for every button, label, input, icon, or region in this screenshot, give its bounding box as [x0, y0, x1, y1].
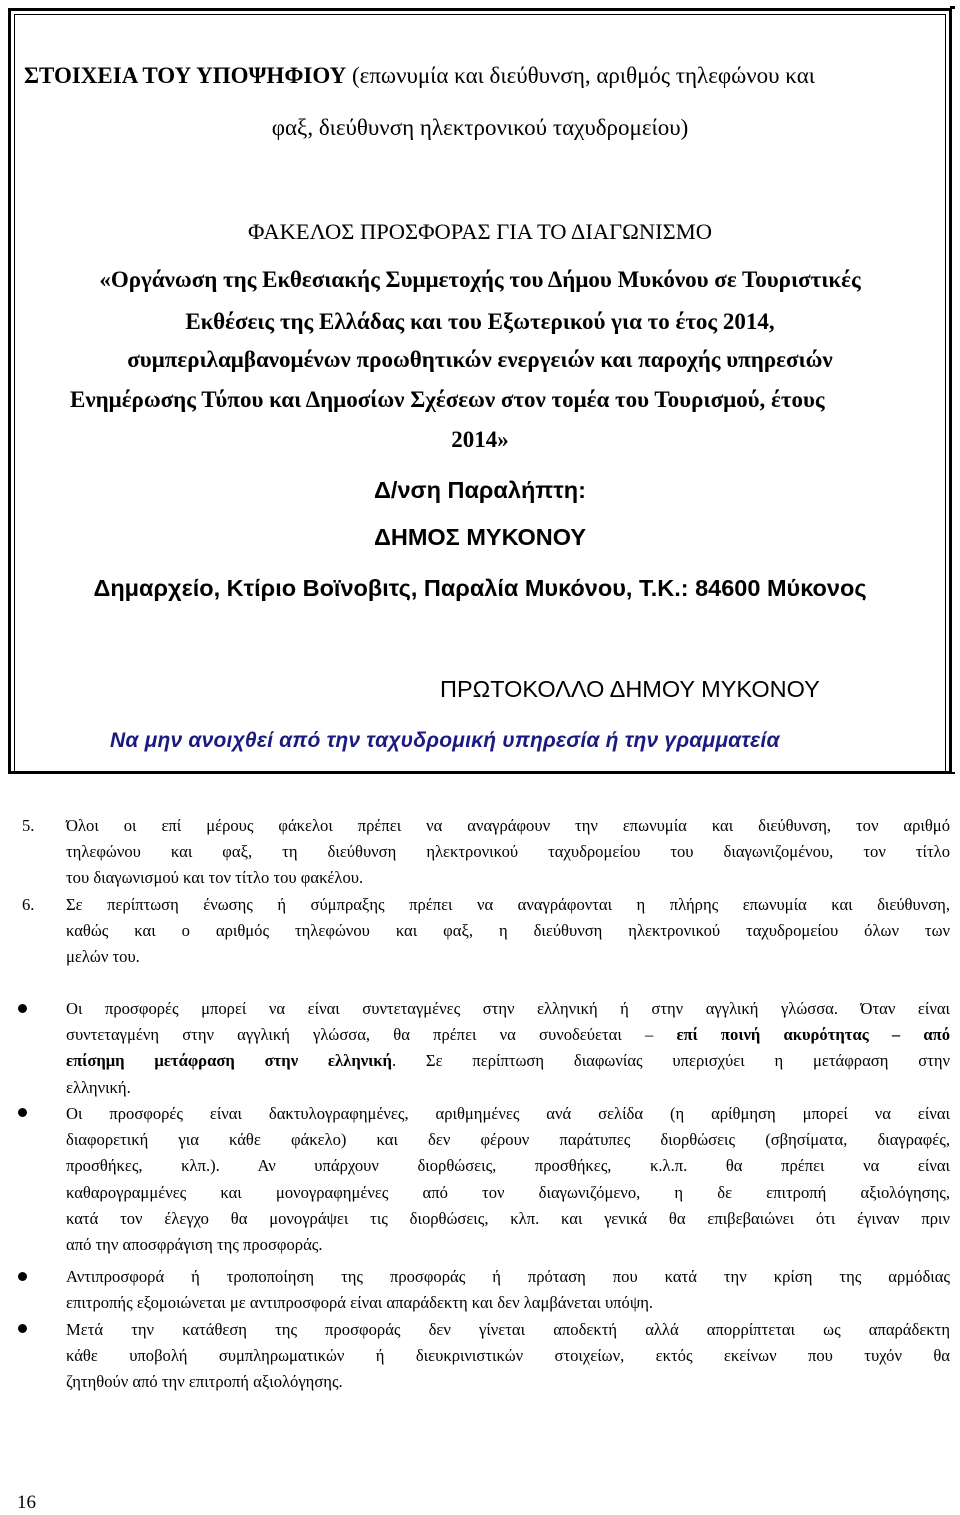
text-line: καθαρογραμμένες και μονογραφημένες από τον διαγωνιζόμενο, η δε επιτροπή αξιολόγησης,	[66, 1182, 950, 1202]
text-line: επιτροπής εξομοιώνεται με αντιπροσφορά είναι απαράδεκτη και δεν λαμβάνεται υπόψη.	[66, 1293, 654, 1313]
page-number: 16	[17, 1492, 36, 1513]
text-line: Οι προσφορές μπορεί να είναι συντεταγμένες στην ελληνική ή στην αγγλική γλώσσα. Όταν είναι	[66, 999, 950, 1018]
text-line: κάθε υποβολή συμπληρωματικών ή διευκρινιστικών στοιχείων, εκτός εκείνων που τυχόν θα	[66, 1346, 950, 1366]
text-line: διαφορετική για κάθε φάκελο) και δεν φέρουν παράτυπες διορθώσεις (σβησίματα, διαγραφές,	[66, 1130, 950, 1150]
text-line: Αντιπροσφορά ή τροποποίηση της προσφοράς ή πρόταση που κατά την κρίση της αρμόδιας	[66, 1267, 950, 1286]
text-run: . Σε περίπτωση διαφωνίας υπερισχύει η μετάφραση στην	[391, 1051, 950, 1071]
text-line	[66, 1048, 950, 1074]
text-line: Οι προσφορές είναι δακτυλογραφημένες, αριθμημένες ανά σελίδα (η αρίθμηση μπορεί να είναι	[66, 1104, 950, 1123]
protocol-label: ΠΡΩΤΟΚΟΛΛΟ ΔΗΜΟΥ ΜΥΚΟΝΟΥ	[440, 676, 820, 702]
text-line: τηλεφώνου και φαξ, τη διεύθυνση ηλεκτρονικού ταχυδρομείου του διαγωνιζομένου, τον τίτλο	[66, 842, 950, 862]
folder-title: ΦΑΚΕΛΟΣ ΠΡΟΣΦΟΡΑΣ ΓΙΑ ΤΟ ΔΙΑΓΩΝΙΣΜΟ	[248, 219, 712, 244]
tender-title-line: συμπεριλαμβανομένων προωθητικών ενεργειών και παροχής υπηρεσιών	[127, 347, 833, 372]
candidate-hint-2: φαξ, διεύθυνση ηλεκτρονικού ταχυδρομείου)	[271, 115, 689, 140]
bullet-icon	[18, 1272, 27, 1281]
text-line: Μετά την κατάθεση της προσφοράς δεν γίνεται αποδεκτή αλλά απορρίπτεται ως απαράδεκτη	[66, 1320, 950, 1339]
bullet-icon	[18, 1324, 27, 1333]
text-line: από την αποσφράγιση της προσφοράς.	[66, 1235, 323, 1255]
bullet-icon	[18, 1108, 27, 1117]
text-line: ελληνική.	[66, 1077, 131, 1097]
frame-corner-mark	[950, 772, 955, 774]
recipient-label: Δ/νση Παραλήπτη:	[374, 477, 586, 503]
bold-text: επί ποινή ακυρότητας – από	[676, 1025, 950, 1045]
candidate-label: ΣΤΟΙΧΕΙΑ ΤΟΥ ΥΠΟΨΗΦΙΟΥ	[24, 63, 347, 88]
numbered-item-6	[66, 892, 950, 971]
candidate-details-line-1	[24, 63, 815, 89]
bullet-item-language	[66, 996, 950, 1101]
candidate-hint-1: (επωνυμία και διεύθυνση, αριθμός τηλεφώνου και	[352, 63, 815, 88]
tender-title-line: Ενημέρωσης Τύπου και Δημοσίων Σχέσεων στον τομέα του Τουρισμού, έτους	[70, 387, 825, 412]
text-line	[66, 1022, 950, 1048]
do-not-open-warning: Να μην ανοιχθεί από την ταχυδρομική υπηρεσία ή την γραμματεία	[110, 729, 780, 752]
tender-title-line: Εκθέσεις της Ελλάδας και του Εξωτερικού για το έτος 2014,	[185, 309, 775, 334]
item-number: 6.	[22, 895, 35, 914]
text-run: συντεταγμένη στην αγγλική γλώσσα, θα πρέπει να συνοδεύεται –	[66, 1025, 654, 1045]
text-line: καθώς και ο αριθμός τηλεφώνου και φαξ, η διεύθυνση ηλεκτρονικού ταχυδρομείου όλων των	[66, 921, 950, 941]
recipient-name: ΔΗΜΟΣ ΜΥΚΟΝΟΥ	[373, 524, 587, 550]
item-number: 5.	[22, 816, 35, 835]
text-line: του διαγωνισμού και τον τίτλο του φακέλου.	[66, 868, 364, 888]
bullet-item-submission	[66, 1317, 950, 1396]
frame-corner-mark	[950, 6, 955, 9]
tender-title-line: «Οργάνωση της Εκθεσιακής Συμμετοχής του Δήμου Μυκόνου σε Τουριστικές	[99, 267, 861, 292]
bold-text: επίσημη μετάφραση στην ελληνική	[66, 1051, 392, 1071]
text-line: προσθήκες, κλπ.). Αν υπάρχουν διορθώσεις, προσθήκες, κ.λ.π. θα πρέπει να είναι	[66, 1156, 950, 1176]
text-line: κατά τον έλεγχο θα μονογράψει τις διορθώσεις, κλπ. και γενικά θα επιβεβαιώνει ότι έγιναν πριν	[66, 1208, 950, 1228]
bullet-item-formatting	[66, 1101, 950, 1258]
text-line: Όλοι οι επί μέρους φάκελοι πρέπει να αναγράφουν την επωνυμία και διεύθυνση, τον αριθμό	[66, 816, 950, 835]
tender-title-line: 2014»	[451, 427, 509, 452]
recipient-address: Δημαρχείο, Κτίριο Βοϊνοβιτς, Παραλία Μυκόνου, Τ.Κ.: 84600 Μύκονος	[93, 575, 867, 601]
text-line: μελών του.	[66, 947, 140, 967]
bullet-icon	[18, 1004, 27, 1013]
text-line: ζητηθούν από την επιτροπή αξιολόγησης.	[66, 1372, 343, 1392]
text-line: Σε περίπτωση ένωσης ή σύμπραξης πρέπει να αναγράφονται η πλήρης επωνυμία και διεύθυνση,	[66, 895, 950, 914]
numbered-item-5	[66, 813, 950, 892]
bullet-item-counteroffer	[66, 1264, 950, 1316]
